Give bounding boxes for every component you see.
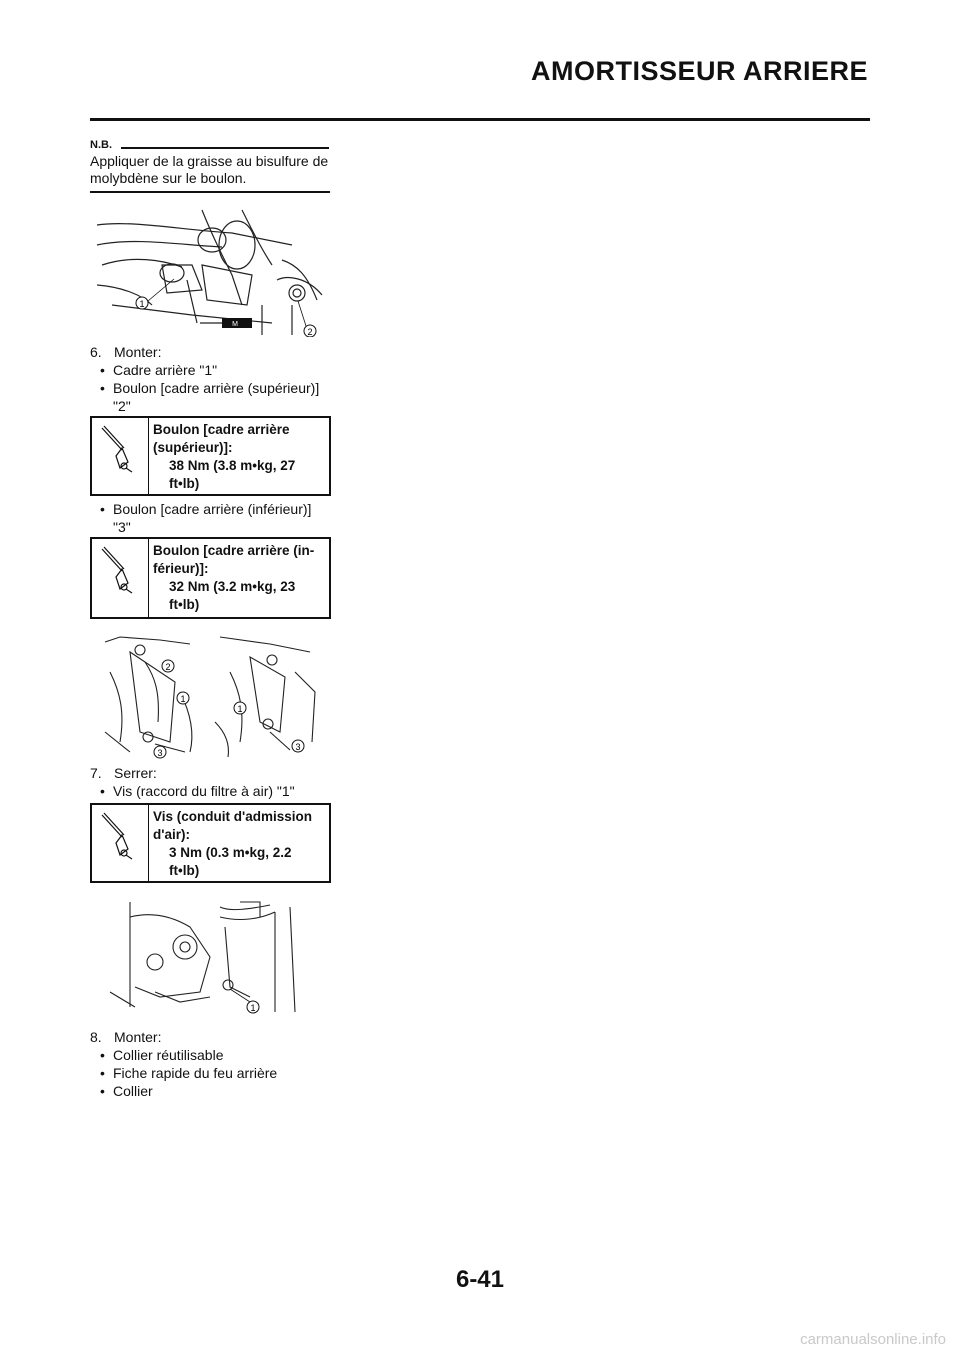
torque-label-line-1: Boulon [cadre arrière (in- bbox=[153, 543, 315, 558]
callout-3: 3 bbox=[295, 742, 301, 752]
torque-wrench-icon bbox=[92, 418, 149, 494]
nb-top-rule bbox=[121, 147, 329, 149]
list-item: • Fiche rapide du feu arrière bbox=[100, 1065, 278, 1081]
callout-1: 1 bbox=[250, 1003, 256, 1013]
callout-2: 2 bbox=[307, 327, 313, 337]
step-6 bbox=[90, 343, 161, 361]
callout-2: 2 bbox=[165, 662, 171, 672]
step-number: 8. bbox=[90, 1029, 102, 1045]
figure-rear-frame-mounting bbox=[100, 632, 320, 760]
torque-wrench-icon bbox=[92, 539, 149, 617]
torque-label-line-1: Vis (conduit d'admission bbox=[153, 809, 312, 824]
step-7 bbox=[90, 764, 157, 782]
page-number: 6-41 bbox=[455, 1266, 505, 1293]
torque-value-line-2: ft•lb) bbox=[169, 863, 200, 878]
header-rule bbox=[90, 118, 870, 121]
list-item: • Vis (raccord du filtre à air) "1" bbox=[100, 783, 295, 799]
torque-label-line-1: Boulon [cadre arrière bbox=[153, 422, 290, 437]
grease-mark: M bbox=[232, 321, 238, 328]
step-title: Monter: bbox=[114, 1029, 162, 1045]
torque-label-line-2: d'air): bbox=[153, 827, 190, 842]
callout-3: 3 bbox=[157, 748, 163, 758]
callout-1: 1 bbox=[139, 299, 145, 309]
torque-spec-upper-bolt bbox=[90, 416, 331, 496]
list-item: • Cadre arrière "1" bbox=[100, 362, 218, 378]
watermark: carmanualsonline.info bbox=[800, 1331, 946, 1348]
nb-bottom-rule bbox=[90, 191, 330, 193]
torque-value-line-1: 3 Nm (0.3 m•kg, 2.2 bbox=[169, 845, 292, 860]
nb-text: Appliquer de la graisse au bisulfure de molybdène sur le boulon. bbox=[90, 153, 329, 186]
nb-label: N.B. bbox=[90, 139, 112, 151]
step-title: Monter: bbox=[114, 344, 162, 360]
step-title: Serrer: bbox=[114, 765, 157, 781]
step-8 bbox=[90, 1028, 161, 1046]
callout-1: 1 bbox=[237, 704, 243, 714]
list-item: • Collier réutilisable bbox=[100, 1047, 224, 1063]
torque-label-line-2: férieur)]: bbox=[153, 561, 209, 576]
list-item: • Boulon [cadre arrière (supérieur)] "2" bbox=[100, 380, 320, 414]
torque-wrench-icon bbox=[92, 805, 149, 881]
step-number: 7. bbox=[90, 765, 102, 781]
list-item: • Boulon [cadre arrière (inférieur)] "3" bbox=[100, 501, 312, 535]
torque-label-line-2: (supérieur)]: bbox=[153, 440, 233, 455]
torque-spec-lower-bolt bbox=[90, 537, 331, 619]
torque-value-line-2: ft•lb) bbox=[169, 597, 200, 612]
list-item: • Collier bbox=[100, 1083, 153, 1099]
callout-1: 1 bbox=[180, 694, 186, 704]
step-number: 6. bbox=[90, 344, 102, 360]
figure-rear-frame-bolt bbox=[92, 205, 330, 337]
torque-value-line-1: 32 Nm (3.2 m•kg, 23 bbox=[169, 579, 296, 594]
figure-air-intake-screw bbox=[100, 897, 310, 1015]
torque-spec-intake-screw bbox=[90, 803, 331, 883]
page-title: AMORTISSEUR ARRIERE bbox=[530, 56, 868, 86]
torque-value-line-2: ft•lb) bbox=[169, 476, 200, 491]
torque-value-line-1: 38 Nm (3.8 m•kg, 27 bbox=[169, 458, 296, 473]
